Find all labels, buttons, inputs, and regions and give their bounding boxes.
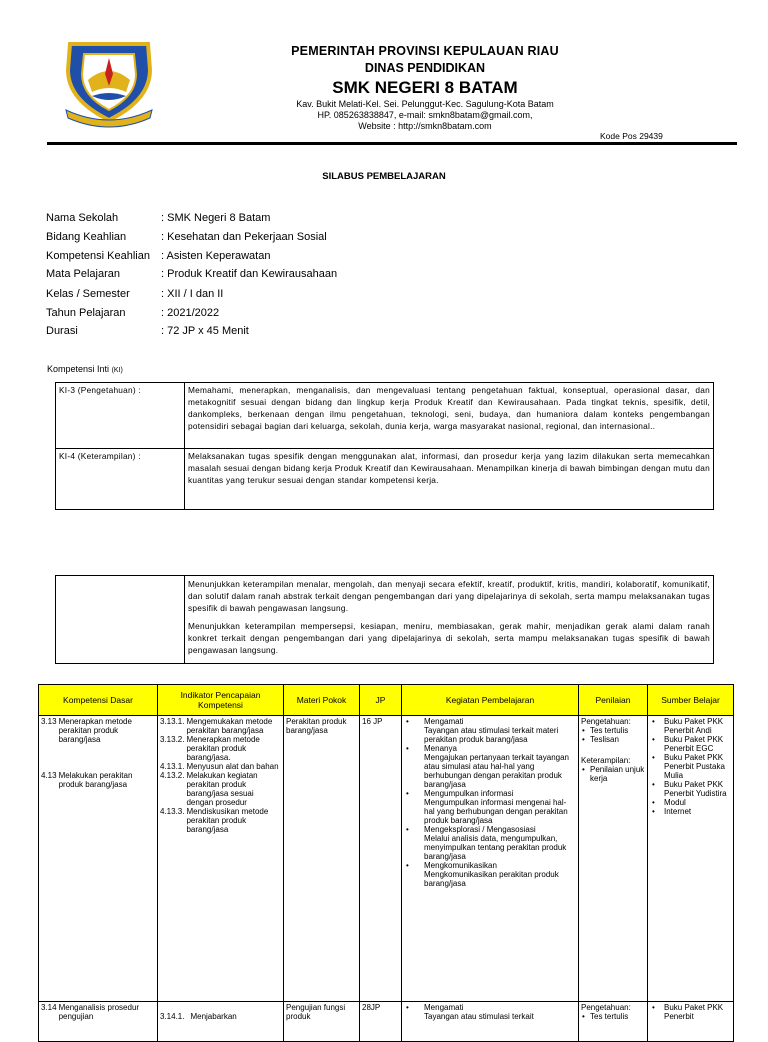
kegiatan-title: • Mengkomunikasikan xyxy=(424,861,497,870)
kegiatan-list xyxy=(404,1003,576,1021)
kd-list xyxy=(41,717,155,789)
ki-heading xyxy=(47,364,123,374)
identity-value: : SMK Negeri 8 Batam xyxy=(161,212,271,224)
ipk-text: Menjabarkan xyxy=(190,1012,237,1021)
ki-extra-table xyxy=(55,575,714,664)
postal-code: Kode Pos 29439 xyxy=(600,131,663,141)
identity-label: Kompetensi Keahlian xyxy=(46,250,150,262)
penilaian-label: Keterampilan: xyxy=(581,756,631,765)
penilaian-label: Pengetahuan: xyxy=(581,1003,631,1012)
kegiatan-desc: Mengkomunikasikan perakitan produk barang/jasa xyxy=(424,870,559,888)
ki-paragraph: Menunjukkan keterampilan menalar, mengolah, dan menyaji secara efektif, kreatif, produktif, kritis, mandiri, kolaboratif, komunikatif, dan solutif dalam ranah abstrak terkait dengan pengembangan dari yang dipelajarinya di sekolah, serta mampu melaksanakan tugas spesifik di bawah pengawasan langsung. xyxy=(188,579,710,613)
kegiatan-title: • Mengamati xyxy=(424,717,464,726)
sumber-item: • Buku Paket PKK Penerbit Pustaka Mulia xyxy=(650,753,731,780)
website-line: Website : http://smkn8batam.com xyxy=(358,121,492,131)
kd-text: Menganalisis prosedur pengujian xyxy=(58,1003,140,1021)
identity-label: Nama Sekolah xyxy=(46,212,119,224)
penilaian-list xyxy=(581,726,645,744)
ipk-number: 3.14.1. xyxy=(160,1012,185,1021)
kd-item xyxy=(41,717,155,744)
identity-label: Tahun Pelajaran xyxy=(46,307,126,319)
kd-number: 3.14 xyxy=(41,1003,57,1012)
penilaian-label: Pengetahuan: xyxy=(581,717,631,726)
ki-table xyxy=(55,382,714,510)
sumber-item: • Buku Paket PKK Penerbit Yudistira xyxy=(650,780,731,798)
identity-label: Durasi xyxy=(46,325,78,337)
ipk-cell xyxy=(158,1002,284,1042)
column-header: Kompetensi Dasar xyxy=(39,685,158,716)
ki-description xyxy=(185,576,714,664)
kegiatan-item xyxy=(404,861,576,888)
ipk-item xyxy=(160,717,281,735)
identity-label: Kelas / Semester xyxy=(46,288,130,300)
ki-label: KI-4 (Keterampilan) : xyxy=(56,449,185,510)
column-header: JP xyxy=(360,685,402,716)
kegiatan-title: • Mengumpulkan informasi xyxy=(424,789,514,798)
address-line: Kav. Bukit Melati-Kel. Sei. Pelunggut-Kec. Sagulung-Kota Batam xyxy=(296,99,554,109)
ki-description: Melaksanakan tugas spesifik dengan menggunakan alat, informasi, dan prosedur kerja yang lazim dilakukan serta memecahkan masalah sesuai dengan bidang kerja Produk Kreatif dan Kewirausahaan. Menampilkan kinerja di bawah bimbingan dengan mutu dan kuantitas yang terukur sesuai dengan standar kompetensi kerja. xyxy=(185,449,714,510)
table-row xyxy=(39,1002,734,1042)
ipk-cell xyxy=(158,716,284,1002)
ki-label: KI-3 (Pengetahuan) : xyxy=(56,383,185,449)
ki-description: Memahami, menerapkan, menganalisis, dan mengevaluasi tentang pengetahuan faktual, konseptual, operasional dasar, dan metakognitif sesuai dengan bidang dan lingkup kerja Produk Kreatif dan Kewirausahaan. Pada tingkat teknis, spesifik, detil, dankompleks, berkenaan dengan ilmu pengetahuan, teknologi, seni, budaya, dan humaniora dalam konteks pengembangan potensidiri sebagai bagian dari keluarga, sekolah, dunia kerja, warga masyarakat nasional, regional, dan internasional.. xyxy=(185,383,714,449)
ipk-text: Mendiskusikan metode perakitan produk barang/jasa xyxy=(186,807,269,834)
identity-label: Bidang Keahlian xyxy=(46,231,127,243)
ipk-item xyxy=(160,735,281,762)
ki-heading-abbr: (KI) xyxy=(111,367,123,374)
ipk-item xyxy=(160,1012,281,1021)
kd-number: 3.13 xyxy=(41,717,57,726)
contact-line: HP. 085263838847, e-mail: smkn8batam@gmail.com, xyxy=(317,110,533,120)
kegiatan-cell xyxy=(402,716,579,1002)
kegiatan-item xyxy=(404,717,576,744)
ipk-number: 3.13.2. xyxy=(160,735,185,744)
kd-item xyxy=(41,1003,155,1021)
kegiatan-desc: Mengajukan pertanyaan terkait tayangan atau simulasi atau hal-hal yang berhubungan dengan perakitan produk barang/jasa xyxy=(424,753,569,789)
column-header: Sumber Belajar xyxy=(648,685,734,716)
ipk-number: 4.13.3. xyxy=(160,807,185,816)
ki-row xyxy=(56,383,714,449)
syllabus-table xyxy=(38,684,734,1042)
kegiatan-desc: Tayangan atau stimulasi terkait materi perakitan produk barang/jasa xyxy=(424,726,559,744)
ipk-list xyxy=(160,717,281,834)
identity-value: : Produk Kreatif dan Kewirausahaan xyxy=(161,268,338,280)
identity-value: : 72 JP x 45 Menit xyxy=(161,325,249,337)
kegiatan-desc: Tayangan atau stimulasi terkait xyxy=(424,1012,534,1021)
sumber-item: • Internet xyxy=(650,807,731,816)
kegiatan-item xyxy=(404,825,576,861)
kegiatan-title: • Menanya xyxy=(424,744,457,753)
sumber-item: • Buku Paket PKK Penerbit Andi xyxy=(650,717,731,735)
kegiatan-title: • Mengamati xyxy=(424,1003,464,1012)
column-header: Penilaian xyxy=(579,685,648,716)
kd-cell xyxy=(39,716,158,1002)
sumber-item: • Modul xyxy=(650,798,731,807)
ipk-list xyxy=(160,1012,281,1021)
kd-text: Menerapkan metode perakitan produk barang/jasa xyxy=(58,717,132,744)
sumber-list xyxy=(650,717,731,816)
ipk-text: Menerapkan metode perakitan produk barang/jasa. xyxy=(186,735,260,762)
penilaian-item: • Tes tertulis xyxy=(581,1012,645,1021)
gov-name: PEMERINTAH PROVINSI KEPULAUAN RIAU xyxy=(291,44,559,58)
ki-label-empty xyxy=(56,576,185,664)
kd-item xyxy=(41,771,155,789)
penilaian-list xyxy=(581,1012,645,1021)
ipk-number: 4.13.1. xyxy=(160,762,185,771)
ki-paragraph: Menunjukkan keterampilan mempersepsi, kesiapan, meniru, membiasakan, gerak mahir, menjadikan gerak alami dalam ranah konkret terkait dengan pengembangan dari yang dipelajarinya di sekolah, serta mampu melaksanakan tugas spesifik di bawah pengawasan langsung. xyxy=(188,621,710,655)
identity-label: Mata Pelajaran xyxy=(46,268,120,280)
school-name: SMK NEGERI 8 BATAM xyxy=(332,78,518,97)
sumber-cell xyxy=(648,716,734,1002)
sumber-list xyxy=(650,1003,731,1021)
identity-value: : 2021/2022 xyxy=(161,307,220,319)
penilaian-cell xyxy=(579,1002,648,1042)
ipk-number: 3.13.1. xyxy=(160,717,185,726)
school-address xyxy=(180,99,670,132)
kegiatan-list xyxy=(404,717,576,888)
jp-cell: 16 JP xyxy=(360,716,402,1002)
sumber-item: • Buku Paket PKK Penerbit xyxy=(650,1003,731,1021)
document-title: SILABUS PEMBELAJARAN xyxy=(322,171,446,182)
penilaian-item: • Teslisan xyxy=(581,735,645,744)
kegiatan-item xyxy=(404,744,576,789)
kegiatan-item xyxy=(404,789,576,825)
penilaian-cell xyxy=(579,716,648,1002)
identity-value: : Asisten Keperawatan xyxy=(161,250,271,262)
sumber-item: • Buku Paket PKK Penerbit EGC xyxy=(650,735,731,753)
ipk-item xyxy=(160,807,281,834)
kegiatan-desc: Mengumpulkan informasi mengenai hal-hal yang berhubungan dengan perakitan produk barang/jasa xyxy=(424,798,568,825)
ipk-text: Mengemukakan metode perakitan barang/jasa xyxy=(186,717,273,735)
sumber-cell xyxy=(648,1002,734,1042)
jp-cell: 28JP xyxy=(360,1002,402,1042)
kegiatan-cell xyxy=(402,1002,579,1042)
table-header-row xyxy=(39,685,734,716)
ki-row xyxy=(56,576,714,664)
ipk-text: Menyusun alat dan bahan xyxy=(186,762,279,771)
materi-cell: Pengujian fungsi produk xyxy=(284,1002,360,1042)
ki-heading-text: Kompetensi Inti xyxy=(47,364,110,374)
kd-list xyxy=(41,1003,155,1021)
penilaian-item: • Penilaian unjuk kerja xyxy=(581,765,645,783)
ki-row xyxy=(56,449,714,510)
agency-name: DINAS PENDIDIKAN xyxy=(364,61,486,75)
column-header: Kegiatan Pembelajaran xyxy=(402,685,579,716)
column-header: Materi Pokok xyxy=(284,685,360,716)
ipk-text: Melakukan kegiatan perakitan produk barang/jasa sesuai dengan prosedur xyxy=(186,771,258,807)
header-divider xyxy=(47,142,737,145)
column-header: Indikator Pencapaian Kompetensi xyxy=(158,685,284,716)
table-row xyxy=(39,716,734,1002)
identity-value: : XII / I dan II xyxy=(161,288,224,300)
penilaian-item: • Tes tertulis xyxy=(581,726,645,735)
ipk-item xyxy=(160,762,281,771)
identity-value: : Kesehatan dan Pekerjaan Sosial xyxy=(161,231,327,243)
kd-number: 4.13 xyxy=(41,771,57,780)
ipk-number: 4.13.2. xyxy=(160,771,185,780)
kd-cell xyxy=(39,1002,158,1042)
emblem-logo xyxy=(58,40,160,128)
kd-text: Melakukan perakitan produk barang/jasa xyxy=(58,771,133,789)
kegiatan-desc: Melalui analisis data, mengumpulkan, menyimpulkan tentang perakitan produk barang/jasa xyxy=(424,834,567,861)
kegiatan-item xyxy=(404,1003,576,1021)
kegiatan-title: • Mengeksplorasi / Mengasosiasi xyxy=(424,825,536,834)
materi-cell: Perakitan produk barang/jasa xyxy=(284,716,360,1002)
ipk-item xyxy=(160,771,281,807)
penilaian-list xyxy=(581,765,645,783)
